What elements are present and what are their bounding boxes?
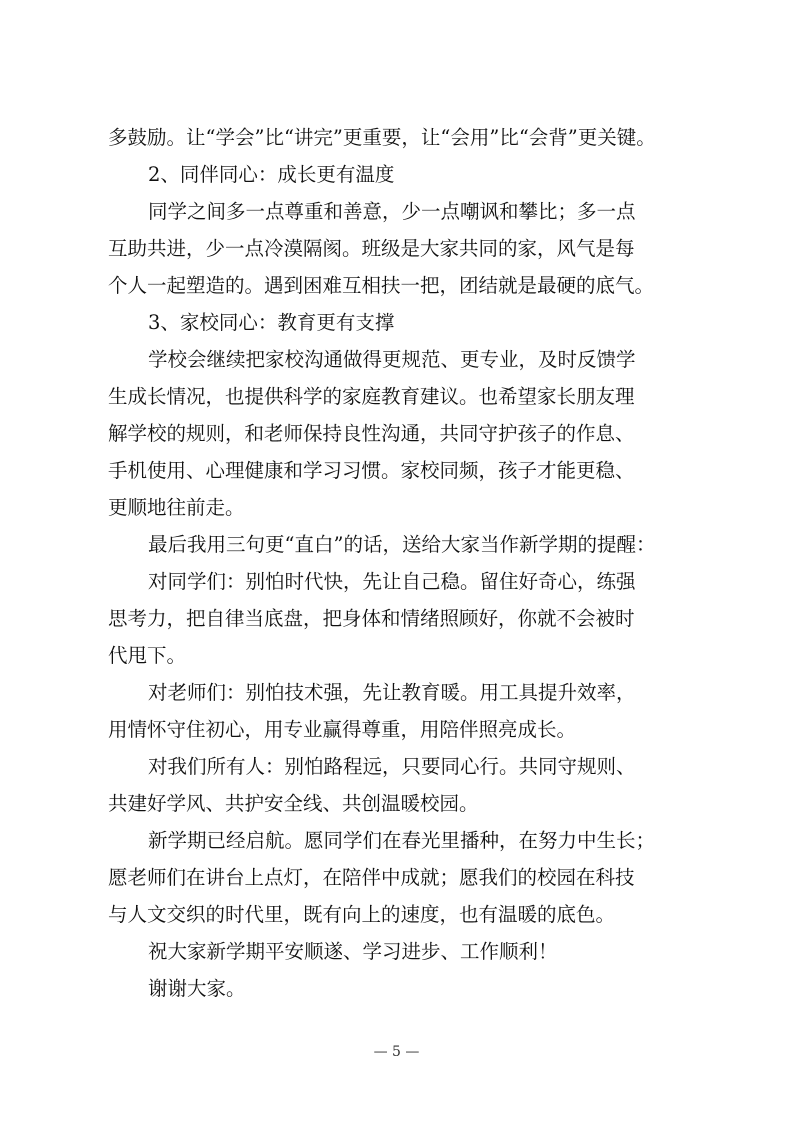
text-line: 生成长情况，也提供科学的家庭教育建议。也希望家长朋友理 [108,385,635,408]
text-line: 用情怀守住初心，用专业赢得尊重，用陪伴照亮成长。 [108,718,577,741]
text-line: 对老师们：别怕技术强，先让教育暖。用工具提升效率， [148,681,636,704]
text-line: 新学期已经启航。愿同学们在春光里播种，在努力中生长； [148,829,656,852]
text-line: 学校会继续把家校沟通做得更规范、更专业，及时反馈学 [148,348,636,371]
text-line: 对同学们：别怕时代快，先让自己稳。留住好奇心，练强 [148,570,636,593]
text-line: 解学校的规则，和老师保持良性沟通，共同守护孩子的作息、 [108,422,635,445]
section-heading: 2、同伴同心：成长更有温度 [148,163,395,186]
text-line: 手机使用、心理健康和学习习惯。家校同频，孩子才能更稳、 [108,459,635,482]
text-line: 对我们所有人：别怕路程远，只要同心行。共同守规则、 [148,755,636,778]
text-line: 共建好学风、共护安全线、共创温暖校园。 [108,792,479,815]
text-line: 同学之间多一点尊重和善意，少一点嘲讽和攀比；多一点 [148,200,636,223]
text-line: 互助共进，少一点冷漠隔阂。班级是大家共同的家，风气是每 [108,237,635,260]
text-line: 思考力，把自律当底盘，把身体和情绪照顾好，你就不会被时 [108,607,635,630]
text-line: 更顺地往前走。 [108,496,245,519]
text-line: 多鼓励。让“学会”比“讲完”更重要，让“会用”比“会背”更关键。 [108,126,656,149]
text-line: 祝大家新学期平安顺遂、学习进步、工作顺利！ [148,940,558,963]
section-heading: 3、家校同心：教育更有支撑 [148,311,395,334]
page-number: — 5 — [373,1044,420,1060]
text-line: 愿老师们在讲台上点灯，在陪伴中成就；愿我们的校园在科技 [108,866,635,889]
text-line: 与人文交织的时代里，既有向上的速度，也有温暖的底色。 [108,903,616,926]
text-line: 最后我用三句更“直白”的话，送给大家当作新学期的提醒： [148,533,656,556]
text-line: 代甩下。 [108,644,187,667]
text-line: 个人一起塑造的。遇到困难互相扶一把，团结就是最硬的底气。 [108,274,655,297]
text-line: 谢谢大家。 [148,977,246,1000]
